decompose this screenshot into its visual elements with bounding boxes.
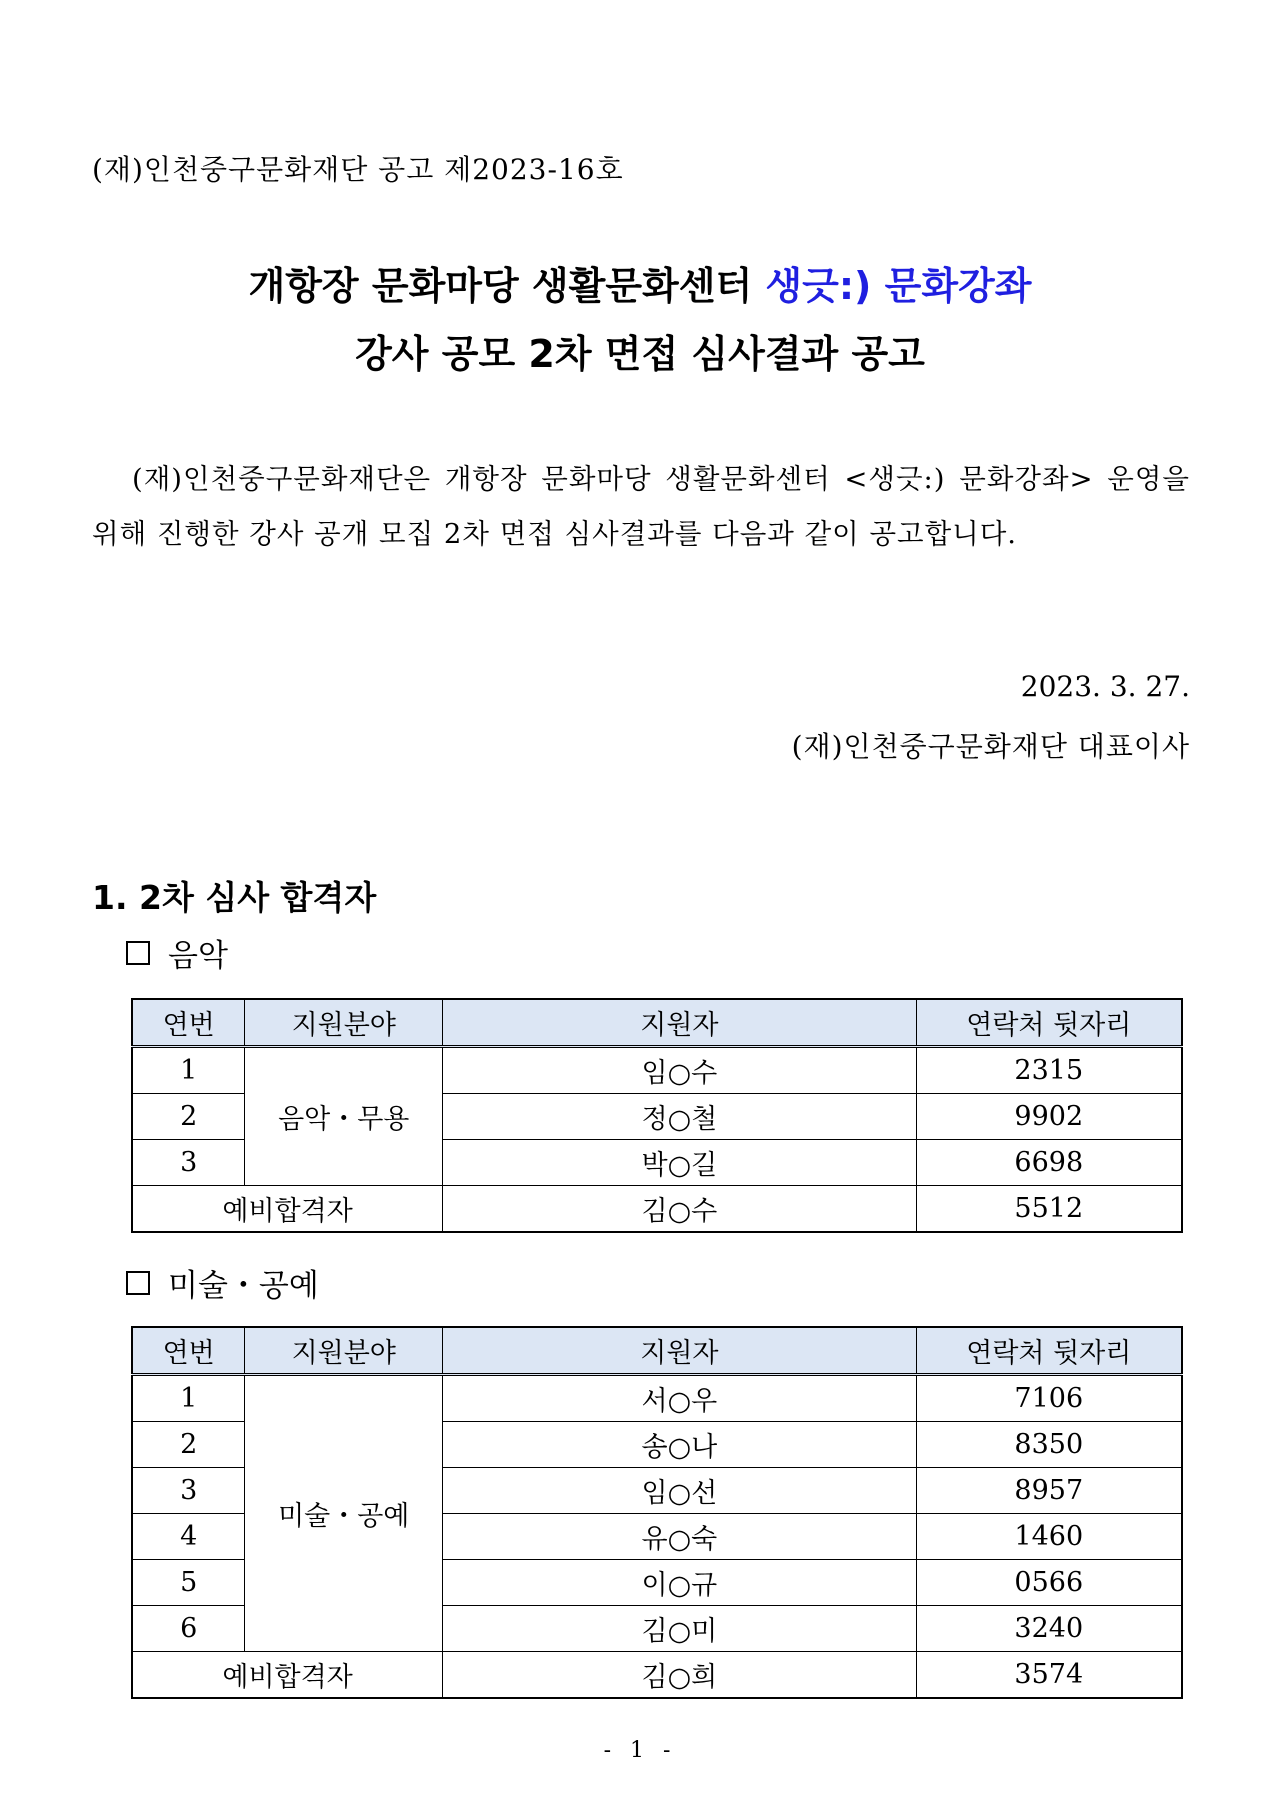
notice-number: (재)인천중구문화재단 공고 제2023-16호 <box>92 153 624 186</box>
col-header-name: 지원자 <box>443 999 916 1047</box>
col-header-name: 지원자 <box>443 1327 916 1375</box>
col-header-phone: 연락처 뒷자리 <box>916 1327 1182 1375</box>
col-header-field: 지원분야 <box>245 1327 443 1375</box>
field-cell: 음악・무용 <box>245 1047 443 1186</box>
table-header-row <box>132 999 1182 1047</box>
row-no: 1 <box>132 1375 245 1422</box>
title-prefix: 개항장 문화마당 생활문화센터 <box>248 264 766 308</box>
reserve-label: 예비합격자 <box>132 1186 443 1233</box>
applicant-name: 김○희 <box>443 1652 916 1699</box>
phone-digits: 3574 <box>916 1652 1182 1699</box>
row-no: 3 <box>132 1140 245 1186</box>
applicant-name: 이○규 <box>443 1560 916 1606</box>
phone-digits: 6698 <box>916 1140 1182 1186</box>
document-title-line2: 강사 공모 2차 면접 심사결과 공고 <box>355 332 925 376</box>
col-header-phone: 연락처 뒷자리 <box>916 999 1182 1047</box>
checkbox-icon <box>126 941 150 965</box>
music-results-table <box>131 998 1183 1233</box>
category-music <box>126 930 228 975</box>
applicant-name: 송○나 <box>443 1422 916 1468</box>
category-label: 미술・공예 <box>168 1268 319 1304</box>
phone-digits: 5512 <box>916 1186 1182 1233</box>
row-no: 1 <box>132 1047 245 1094</box>
row-no: 4 <box>132 1514 245 1560</box>
reserve-row <box>132 1652 1182 1699</box>
applicant-name: 임○수 <box>443 1047 916 1094</box>
applicant-name: 임○선 <box>443 1468 916 1514</box>
signer: (재)인천중구문화재단 대표이사 <box>791 730 1190 763</box>
intro-paragraph: (재)인천중구문화재단은 개항장 문화마당 생활문화센터 <생긋:) 문화강좌> 운영을 위해 진행한 강사 공개 모집 2차 면접 심사결과를 다음과 같이 공고합니다. <box>92 463 1190 550</box>
phone-digits: 2315 <box>916 1047 1182 1094</box>
applicant-name: 김○미 <box>443 1606 916 1652</box>
page-number: - 1 - <box>603 1738 677 1763</box>
notice-date: 2023. 3. 27. <box>1020 670 1190 703</box>
phone-digits: 1460 <box>916 1514 1182 1560</box>
table-row <box>132 1047 1182 1094</box>
row-no: 6 <box>132 1606 245 1652</box>
field-cell: 미술・공예 <box>245 1375 443 1652</box>
col-header-no: 연번 <box>132 1327 245 1375</box>
applicant-name: 서○우 <box>443 1375 916 1422</box>
art-results-table <box>131 1326 1183 1699</box>
category-art <box>126 1260 319 1305</box>
table-row <box>132 1375 1182 1422</box>
row-no: 5 <box>132 1560 245 1606</box>
checkbox-icon <box>126 1271 150 1295</box>
row-no: 3 <box>132 1468 245 1514</box>
category-label: 음악 <box>168 938 228 974</box>
applicant-name: 박○길 <box>443 1140 916 1186</box>
phone-digits: 7106 <box>916 1375 1182 1422</box>
phone-digits: 9902 <box>916 1094 1182 1140</box>
reserve-label: 예비합격자 <box>132 1652 443 1699</box>
col-header-field: 지원분야 <box>245 999 443 1047</box>
applicant-name: 정○철 <box>443 1094 916 1140</box>
phone-digits: 8350 <box>916 1422 1182 1468</box>
section-heading: 1. 2차 심사 합격자 <box>92 878 377 917</box>
applicant-name: 김○수 <box>443 1186 916 1233</box>
reserve-row <box>132 1186 1182 1233</box>
document-title-line1 <box>0 255 1280 310</box>
row-no: 2 <box>132 1094 245 1140</box>
applicant-name: 유○숙 <box>443 1514 916 1560</box>
row-no: 2 <box>132 1422 245 1468</box>
phone-digits: 8957 <box>916 1468 1182 1514</box>
title-accent: 생긋:) 문화강좌 <box>765 264 1032 308</box>
phone-digits: 0566 <box>916 1560 1182 1606</box>
col-header-no: 연번 <box>132 999 245 1047</box>
table-header-row <box>132 1327 1182 1375</box>
phone-digits: 3240 <box>916 1606 1182 1652</box>
